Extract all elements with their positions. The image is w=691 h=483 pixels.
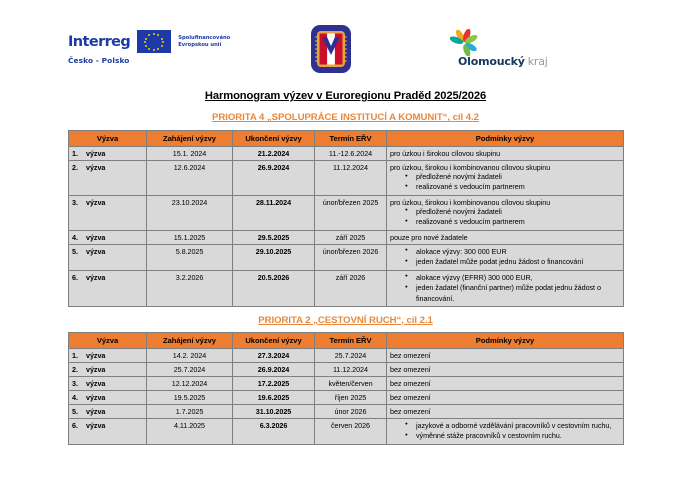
col-header-ukonceni: Ukončení výzvy xyxy=(233,332,315,348)
cell-termin-erv: říjen 2025 xyxy=(315,390,387,404)
eu-cofunding-text xyxy=(178,35,230,49)
col-header-vyzva: Výzva xyxy=(69,131,147,147)
cell-zahajeni: 3.2.2026 xyxy=(147,270,233,306)
podminky-list xyxy=(390,247,620,268)
table-row xyxy=(69,404,624,418)
table-row xyxy=(69,147,624,161)
cell-vyzva xyxy=(69,147,147,161)
cell-zahajeni: 19.5.2025 xyxy=(147,390,233,404)
vyzva-number: 5. xyxy=(72,406,78,416)
schedule-table-priority-2 xyxy=(68,332,624,445)
col-header-zahajeni: Zahájení výzvy xyxy=(147,131,233,147)
interreg-wordmark: Interreg xyxy=(68,33,131,50)
table-row xyxy=(69,376,624,390)
cell-ukonceni: 26.9.2024 xyxy=(233,362,315,376)
vyzva-label: výzva xyxy=(86,406,106,416)
cell-vyzva xyxy=(69,418,147,444)
vyzva-number: 4. xyxy=(72,232,78,242)
cell-podminky xyxy=(387,195,624,230)
cell-zahajeni: 5.8.2025 xyxy=(147,244,233,270)
table-row xyxy=(69,390,624,404)
podminky-list xyxy=(390,421,620,442)
podminky-list-item: ● jeden žadatel (finanční partner) může podat jednu žádost o financování. xyxy=(416,283,620,304)
cell-ukonceni: 26.9.2024 xyxy=(233,161,315,196)
cell-podminky xyxy=(387,147,624,161)
schedule-table-body-priority-2 xyxy=(69,348,624,444)
cell-ukonceni: 21.2.2024 xyxy=(233,147,315,161)
cell-vyzva xyxy=(69,348,147,362)
vyzva-label: výzva xyxy=(86,378,106,388)
logo-header-bar xyxy=(0,22,691,80)
table-row xyxy=(69,348,624,362)
cell-ukonceni: 29.10.2025 xyxy=(233,244,315,270)
podminky-text: pro úzkou, širokou i kombinovanou cílovou skupinu xyxy=(390,197,551,207)
table-wrapper-priority-4 xyxy=(0,130,691,307)
vyzva-number: 6. xyxy=(72,272,78,282)
cell-zahajeni: 14.2. 2024 xyxy=(147,348,233,362)
cell-vyzva xyxy=(69,244,147,270)
page-title: Harmonogram výzev v Euroregionu Praděd 2025/2026 xyxy=(204,90,487,102)
table-row xyxy=(69,195,624,230)
podminky-list-item: ● předložené novými žadateli xyxy=(416,172,620,182)
cell-podminky xyxy=(387,161,624,196)
cell-termin-erv: únor/březen 2025 xyxy=(315,195,387,230)
cell-termin-erv: únor/březen 2026 xyxy=(315,244,387,270)
cell-zahajeni: 23.10.2024 xyxy=(147,195,233,230)
vyzva-number: 1. xyxy=(72,149,78,158)
cell-vyzva xyxy=(69,195,147,230)
cell-termin-erv: červen 2026 xyxy=(315,418,387,444)
olomoucky-kraj-light-word: kraj xyxy=(527,55,548,68)
olomoucky-kraj-bold-word: Olomoucký xyxy=(458,55,525,68)
cell-podminky xyxy=(387,230,624,244)
cell-zahajeni: 15.1. 2024 xyxy=(147,147,233,161)
cell-zahajeni: 25.7.2024 xyxy=(147,362,233,376)
vyzva-label: výzva xyxy=(86,149,106,158)
podminky-text: bez omezení xyxy=(390,406,431,416)
vyzva-number: 5. xyxy=(72,246,78,256)
cell-vyzva xyxy=(69,404,147,418)
podminky-text: pro úzkou, širokou i kombinovanou cílovou skupinu xyxy=(390,163,551,172)
table-header-row xyxy=(69,131,624,147)
cell-vyzva xyxy=(69,270,147,306)
cell-vyzva xyxy=(69,230,147,244)
cell-podminky xyxy=(387,390,624,404)
cell-vyzva xyxy=(69,161,147,196)
col-header-ukonceni: Ukončení výzvy xyxy=(233,131,315,147)
vyzva-number: 3. xyxy=(72,378,78,388)
vyzva-label: výzva xyxy=(86,197,106,207)
podminky-list-item: ● alokace výzvy: 300 000 EUR xyxy=(416,247,620,257)
podminky-list-item: ● alokace výzvy (EFRR) 300 000 EUR, xyxy=(416,273,620,283)
cell-ukonceni: 20.5.2026 xyxy=(233,270,315,306)
table-wrapper-priority-2 xyxy=(0,332,691,445)
cell-ukonceni: 28.11.2024 xyxy=(233,195,315,230)
col-header-termin: Termín EŘV xyxy=(315,332,387,348)
cell-vyzva xyxy=(69,376,147,390)
col-header-podminky: Podmínky výzvy xyxy=(387,131,624,147)
cell-termin-erv: 11.12.2024 xyxy=(315,161,387,196)
interreg-programme-label: Česko - Polsko xyxy=(68,56,130,65)
section-heading-priority-4: PRIORITA 4 „SPOLUPRÁCE INSTITUCÍ A KOMUNIT“, cíl 4.2 xyxy=(212,112,479,123)
interreg-logo xyxy=(68,30,230,65)
podminky-list-item: ● předložené novými žadateli xyxy=(416,207,620,217)
cell-zahajeni: 15.1.2025 xyxy=(147,230,233,244)
vyzva-number: 3. xyxy=(72,197,78,207)
table-row xyxy=(69,244,624,270)
cell-podminky xyxy=(387,244,624,270)
cell-vyzva xyxy=(69,362,147,376)
interreg-logo-top xyxy=(68,30,230,53)
cell-zahajeni: 12.6.2024 xyxy=(147,161,233,196)
vyzva-label: výzva xyxy=(86,232,106,242)
vyzva-label: výzva xyxy=(86,392,106,402)
cell-termin-erv: 11.12.2024 xyxy=(315,362,387,376)
vyzva-number: 2. xyxy=(72,364,78,374)
table-header-row xyxy=(69,332,624,348)
cell-podminky xyxy=(387,376,624,390)
podminky-list-item: ● jeden žadatel může podat jednu žádost o financování xyxy=(416,257,620,267)
podminky-list-item: ● realizované s vedoucím partnerem xyxy=(416,182,620,192)
vyzva-number: 6. xyxy=(72,420,78,430)
eu-cofunding-line-2: Evropskou unií xyxy=(178,41,222,48)
cell-ukonceni: 29.5.2025 xyxy=(233,230,315,244)
olomoucky-kraj-wordmark xyxy=(458,55,548,68)
cell-vyzva xyxy=(69,390,147,404)
vyzva-number: 1. xyxy=(72,350,78,360)
cell-termin-erv: září 2026 xyxy=(315,270,387,306)
podminky-text: pro úzkou i širokou cílovou skupinu xyxy=(390,149,501,158)
vyzva-number: 2. xyxy=(72,163,78,172)
col-header-podminky: Podmínky výzvy xyxy=(387,332,624,348)
eu-flag-icon xyxy=(137,30,171,53)
col-header-termin: Termín EŘV xyxy=(315,131,387,147)
podminky-text: bez omezení xyxy=(390,392,431,402)
table-row xyxy=(69,270,624,306)
cell-podminky xyxy=(387,418,624,444)
podminky-list-item: ● výměnné stáže pracovníků v cestovním ruchu. xyxy=(416,431,620,441)
table-row xyxy=(69,362,624,376)
cell-termin-erv: 11.-12.6.2024 xyxy=(315,147,387,161)
cell-ukonceni: 17.2.2025 xyxy=(233,376,315,390)
cell-zahajeni: 1.7.2025 xyxy=(147,404,233,418)
olomoucky-kraj-flower-icon xyxy=(448,29,506,56)
cell-termin-erv: únor 2026 xyxy=(315,404,387,418)
cell-termin-erv: 25.7.2024 xyxy=(315,348,387,362)
cell-ukonceni: 19.6.2025 xyxy=(233,390,315,404)
vyzva-label: výzva xyxy=(86,246,106,256)
col-header-zahajeni: Zahájení výzvy xyxy=(147,332,233,348)
cell-podminky xyxy=(387,404,624,418)
vyzva-label: výzva xyxy=(86,272,106,282)
olomoucky-kraj-logo xyxy=(448,29,548,68)
cell-ukonceni: 27.3.2024 xyxy=(233,348,315,362)
podminky-text: bez omezení xyxy=(390,364,431,374)
vyzva-label: výzva xyxy=(86,163,106,172)
schedule-table-priority-4 xyxy=(68,130,624,307)
cell-ukonceni: 6.3.2026 xyxy=(233,418,315,444)
cell-podminky xyxy=(387,348,624,362)
cell-zahajeni: 12.12.2024 xyxy=(147,376,233,390)
cell-podminky xyxy=(387,362,624,376)
table-row xyxy=(69,230,624,244)
table-row xyxy=(69,161,624,196)
podminky-list-item: ● realizované s vedoucím partnerem xyxy=(416,217,620,227)
euroregion-praded-crest-icon xyxy=(310,24,352,74)
section-heading-priority-2: PRIORITA 2 „CESTOVNÍ RUCH“, cíl 2.1 xyxy=(258,314,433,326)
podminky-text: bez omezení xyxy=(390,378,431,388)
vyzva-label: výzva xyxy=(86,350,106,360)
cell-ukonceni: 31.10.2025 xyxy=(233,404,315,418)
vyzva-label: výzva xyxy=(86,420,106,430)
cell-termin-erv: září 2025 xyxy=(315,230,387,244)
schedule-table-body-priority-4 xyxy=(69,147,624,307)
table-row xyxy=(69,418,624,444)
vyzva-label: výzva xyxy=(86,364,106,374)
vyzva-number: 4. xyxy=(72,392,78,402)
podminky-list xyxy=(390,207,620,228)
eu-cofunding-line-1: Spolufinancováno xyxy=(178,34,231,41)
cell-termin-erv: květen/červen xyxy=(315,376,387,390)
col-header-vyzva: Výzva xyxy=(69,332,147,348)
podminky-text: bez omezení xyxy=(390,350,431,360)
podminky-text: pouze pro nové žadatele xyxy=(390,232,468,242)
cell-podminky xyxy=(387,270,624,306)
podminky-list xyxy=(390,273,620,304)
podminky-list xyxy=(390,172,620,193)
podminky-list-item: ● jazykové a odborné vzdělávání pracovníků v cestovním ruchu, xyxy=(416,421,620,431)
cell-zahajeni: 4.11.2025 xyxy=(147,418,233,444)
